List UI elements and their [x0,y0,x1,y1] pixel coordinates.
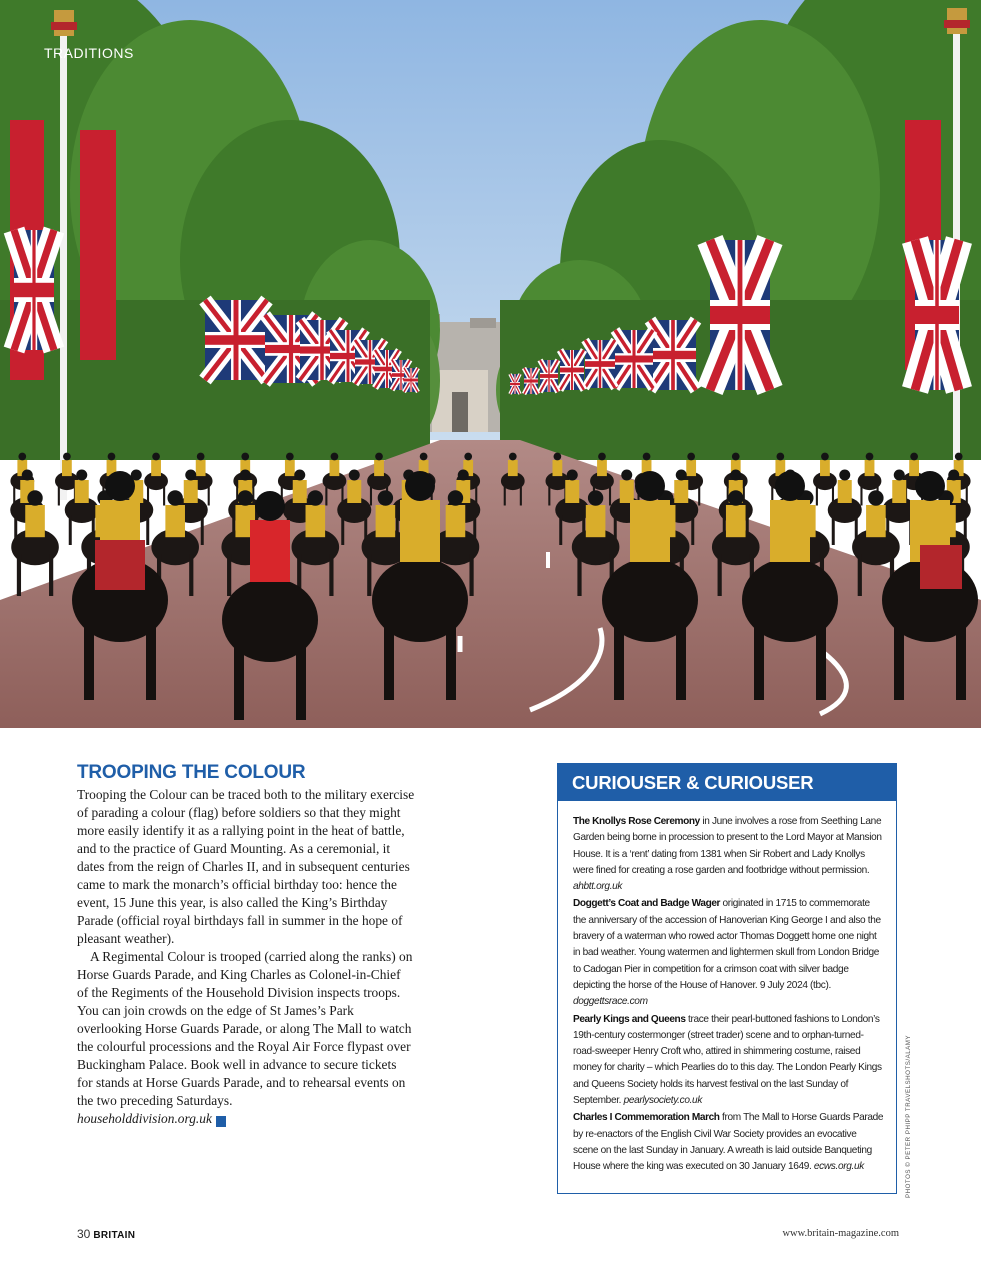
article-title: TROOPING THE COLOUR [77,762,306,783]
rider-cap [22,470,33,481]
rider-cap [105,471,135,501]
rider-cap [448,490,463,505]
horse-leg [754,620,764,700]
horse-leg [860,485,862,506]
entry-name: Doggett’s Coat and Badge Wager [573,898,721,910]
rider-cap [420,453,428,461]
entry-text: in June involves a rose from Seething Lane Garden being borne in procession to present to the Lord Mayor at Mansion House. It is a ‘rent’ dating from 1381 when Sir Robert and Lady Knollys were fined for creating a rose garden and footbridge without permission. [573,816,882,876]
rider-cap [776,453,784,461]
rider-cap [894,470,905,481]
photo-credit: PHOTOS © PETER PHIPP TRAVELSHOTS/ALAMY [905,1034,912,1198]
rider-tunic [330,460,340,476]
crown-finial-right [944,8,970,34]
rider-tunic [165,505,185,537]
entry-name: Charles I Commemoration March [573,1112,720,1124]
rider-cap [567,470,578,481]
rider-cap [375,453,383,461]
sidebar-entry [573,1110,884,1175]
horse-leg [370,485,372,506]
rider-tunic [62,460,72,476]
end-mark-icon: B [216,1116,226,1127]
rider-tunic [597,460,607,476]
flag-cross-red [205,335,267,345]
rider-tunic [586,505,606,537]
rider-cap [821,453,829,461]
rider-cap [152,453,160,461]
rider-cap [294,470,305,481]
horse-leg [559,515,562,545]
rider-tunic [196,460,206,476]
flag-cross-red [585,361,615,367]
horse-leg [469,554,473,596]
horse-leg [208,485,210,506]
rider-tunic [686,460,696,476]
sidebar-entry [573,896,884,1010]
article-paragraph-2 [77,948,415,1128]
sidebar-entry [573,1012,884,1110]
rider-cap [108,453,116,461]
rider-cap [687,453,695,461]
rider-cap [868,490,883,505]
rider-tunic [508,460,518,476]
rider-tunic [820,460,830,476]
rider-cap [643,453,651,461]
horse-leg [609,485,611,506]
rider-cap [588,490,603,505]
rider-cap [378,490,393,505]
flag-cross-red [650,351,696,359]
entry-text: originated in 1715 to commemorate the anniversary of the accession of Hanoverian King George I and also the bravery of a waterman who rowed actor Thomas Doggett home one night in bad weather. Young watermen and lightermen skull from London Bridge to Cadogan Pier in competition for a crimson coat with silver badge depicting the horse of the House of Hanover. 9 July 2024 (tbc). [573,898,881,991]
rider-tunic [75,480,89,503]
rider-cap [554,453,562,461]
rider-tunic [674,480,688,503]
entry-text: trace their pearl-buttoned fashions to London’s 19th-century costermonger (street trader) scene and to orphan-turned-road-sweeper Henry Croft who, attired in shimmering costume, raised money for charity – which Pearlies do to this day. The London Pearly Kings and Queens Society holds its harvest festival on the last Sunday of September. [573,1013,882,1107]
rider-tunic [565,480,579,503]
horse-leg [894,620,904,700]
rider-tunic [838,480,852,503]
horse-leg [367,554,371,596]
rider-cap [197,453,205,461]
horse-leg [341,515,344,545]
rider-cap [948,470,959,481]
flag-pole [60,30,67,500]
magazine-brand: BRITAIN [93,1230,136,1241]
horse-leg [858,554,862,596]
page-number: 30 [77,1227,91,1241]
rider-cap [458,470,469,481]
rider-cap [676,470,687,481]
horse-leg [548,485,550,506]
sidebar-body [558,801,896,1176]
rider-cap [728,490,743,505]
article-link[interactable]: householddivision.org.uk [77,1111,212,1126]
rider-cap [76,470,87,481]
drum-banner [95,540,145,590]
rider-cap [238,490,253,505]
rider-tunic [347,480,361,503]
rider-tunic [376,505,396,537]
footer-page [77,1227,135,1241]
horse-leg [691,515,694,545]
rider-cap [349,470,360,481]
horse-leg [816,620,826,700]
rider-tunic [285,460,295,476]
rider-cap [286,453,294,461]
rider-cap [241,453,249,461]
rider-tunic [866,505,886,537]
rider-tunic [184,480,198,503]
entry-link[interactable]: ecws.org.uk [813,1161,864,1173]
horse-leg [227,554,231,596]
horse-leg [146,515,149,545]
rider-cap [621,470,632,481]
sidebar-entry [573,814,884,895]
rider-tunic [374,460,384,476]
horse-leg [614,620,624,700]
rider-cap [255,491,285,521]
entry-link[interactable]: doggettsrace.com [573,996,648,1008]
rider-cap [308,490,323,505]
rider-cap [598,453,606,461]
rider-tunic [909,460,919,476]
flag-cross-red [710,306,770,324]
rider-cap [730,470,741,481]
rider-tunic [250,520,290,582]
rider-tunic [620,480,634,503]
horse-leg [146,620,156,700]
rider-cap [775,471,805,501]
rider-cap [915,471,945,501]
sidebar-title: CURIOUSER & CURIOUSER [558,764,896,801]
rider-tunic [726,505,746,537]
rider-cap [910,453,918,461]
rider-cap [167,490,182,505]
entry-link[interactable]: ahbtt.org.uk [573,881,623,893]
rider-cap [18,453,26,461]
rider-cap [405,471,435,501]
rider-tunic [25,505,45,537]
horse-leg [832,515,835,545]
horse-leg [520,485,522,506]
horse-leg [446,620,456,700]
banner-left [80,130,116,360]
rider-tunic [306,505,326,537]
rider-cap [839,470,850,481]
footer-website[interactable]: www.britain-magazine.com [782,1228,899,1239]
horse-leg [201,515,204,545]
flag-cross-red [540,374,558,378]
drum-banner [920,545,962,589]
flag-cross-red [915,306,959,324]
rider-cap [955,453,963,461]
horse-leg [84,620,94,700]
rider-tunic [770,500,810,562]
rider-tunic [552,460,562,476]
article [77,762,415,1128]
rider-cap [27,490,42,505]
horse-leg [384,620,394,700]
rider-cap [63,453,71,461]
entry-link[interactable]: pearlysociety.co.uk [623,1095,703,1107]
rider-tunic [630,500,670,562]
rider-tunic [293,480,307,503]
rider-cap [331,453,339,461]
entry-name: The Knollys Rose Ceremony [573,816,700,827]
horse-leg [577,554,581,596]
horse-leg [676,620,686,700]
flag-cross-red [615,356,653,363]
horse-leg [58,485,60,506]
horse-leg [816,485,818,506]
rider-tunic [892,480,906,503]
article-paragraph-1: Trooping the Colour can be traced both to the military exercise of parading a colour (flag) before soldiers so that they might more easily identify it as a rallying point in the heat of battle, and to the practice of Guard Mounting. As a ceremonial, it dates from the reign of Charles II, and in subsequent centuries came to mark the monarch’s official birthday too: hence the event, 15 June this year, is also called the King’s Birthday Parade (official royal birthdays fall in summer in the hope of pleasant weather). [77,787,415,946]
entry-name: Pearly Kings and Queens [573,1013,686,1025]
horse-leg [698,485,700,506]
horse-leg [189,554,193,596]
horse-leg [69,515,72,545]
horse-leg [325,485,327,506]
flag-cross-red [14,283,54,297]
horse-leg [17,554,21,596]
rider-cap [732,453,740,461]
rider-tunic [151,460,161,476]
rider-cap [866,453,874,461]
horse-leg [956,620,966,700]
rider-tunic [446,505,466,537]
rider-cap [509,453,517,461]
article-paragraph-2-text: A Regimental Colour is trooped (carried along the ranks) on Horse Guards Parade, and King Charles as Colonel-in-Chief of the Regiments of the Household Division inspects troops. You can join crowds on the edge of St James’s Park overlooking Horse Guards Parade, or along The Mall to watch the colourful processions and the Royal Air Force flypast over Buckingham Palace. Book well in advance to secure tickets for stands at Horse Guards Parade, and to rehearsal events on the two preceding Saturdays. [77,949,413,1108]
crown-finial-left [51,10,77,36]
horse-leg [163,485,165,506]
flag-cross-red [524,379,538,382]
rider-cap [635,471,665,501]
flag-cross-red [404,379,418,382]
horse-leg [329,554,333,596]
flag-cross-red [510,383,520,385]
horse-leg [49,554,53,596]
horse-leg [718,554,722,596]
sidebar-box [557,763,897,1194]
section-tag: TRADITIONS [44,45,134,61]
horse-leg [234,640,244,720]
rider-cap [464,453,472,461]
horse-leg [296,640,306,720]
flag-cross-red [560,368,584,373]
rider-cap [185,470,196,481]
rider-cap [240,470,251,481]
entry-text: from The Mall to Horse Guards Parade by re-enactors of the English Civil War Society provides an evocative scene on the last Sunday in January. A wreath is laid outside Banqueting House where the king was executed on 30 January 1649. [573,1112,884,1173]
horse-leg [504,485,506,506]
rider-tunic [865,460,875,476]
rider-tunic [400,500,440,562]
